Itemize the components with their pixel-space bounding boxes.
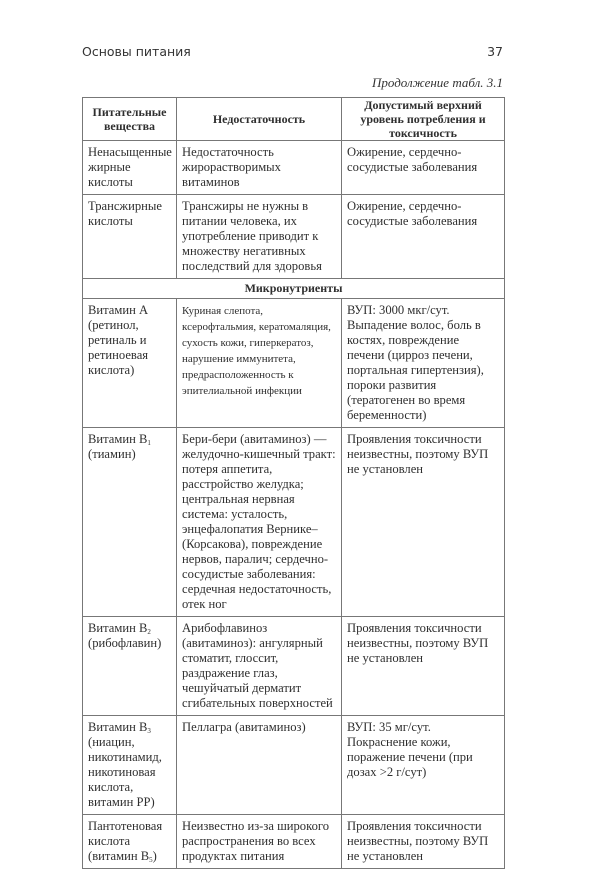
nutrient-subscript: 1	[147, 439, 151, 447]
deficiency-cell: Неизвестно из-за широкого распространения во всех продуктах питания	[177, 815, 342, 869]
nutrient-name: Витамин B	[88, 720, 148, 734]
nutrient-name: Витамин B	[88, 621, 148, 635]
upper-limit-cell: Ожирение, сердечно-сосудистые заболевания	[342, 141, 505, 195]
table-row	[83, 428, 505, 617]
nutrient-subscript: 2	[147, 628, 151, 636]
table-row	[83, 195, 505, 279]
nutrient-name-suffix: (ниацин, никотинамид, никотиновая кислота, витамин PP)	[88, 735, 162, 809]
deficiency-cell: Трансжиры не нужны в питании человека, их употребление приводит к множеству негативных последствий для здоровья	[177, 195, 342, 279]
nutrient-subscript: 5	[149, 856, 153, 864]
column-header-deficiency: Недостаточность	[177, 98, 342, 141]
section-label: Микронутриенты	[83, 279, 505, 299]
nutrient-cell: Ненасыщенные жирные кислоты	[83, 141, 177, 195]
column-header-upper-limit: Допустимый верхний уровень потребления и токсичность	[342, 98, 505, 141]
nutrient-name-suffix: (рибофлавин)	[88, 636, 162, 650]
table-row	[83, 141, 505, 195]
nutrient-name-suffix: (тиамин)	[88, 447, 136, 461]
nutrient-subscript: 3	[147, 727, 151, 735]
table-header-row	[83, 98, 505, 141]
nutrient-cell	[83, 428, 177, 617]
deficiency-text: Куриная слепота, ксерофтальмия, кератомаляция, сухость кожи, гиперкератоз, нарушение иммунитета, предрасположенность к эпителиальной инфекции	[182, 305, 331, 397]
running-head-title: Основы питания	[82, 44, 191, 59]
deficiency-cell: Бери-бери (авитаминоз) — желудочно-кишечный тракт: потеря аппетита, расстройство желудка; центральная нервная система: усталость, энцефалопатия Вернике–(Корсакова), повреждение нервов, паралич; сердечно-сосудистые заболевания: сердечная недостаточность, отек ног	[177, 428, 342, 617]
nutrient-cell: Трансжирные кислоты	[83, 195, 177, 279]
nutrient-table	[82, 97, 505, 869]
upper-limit-cell: Проявления токсичности неизвестны, поэтому ВУП не установлен	[342, 815, 505, 869]
upper-limit-cell: Проявления токсичности неизвестны, поэтому ВУП не установлен	[342, 428, 505, 617]
column-header-nutrients: Питательные вещества	[83, 98, 177, 141]
upper-limit-cell: ВУП: 35 мг/сут. Покраснение кожи, поражение печени (при дозах >2 г/сут)	[342, 716, 505, 815]
upper-limit-cell: Ожирение, сердечно-сосудистые заболевания	[342, 195, 505, 279]
nutrient-cell: Витамин A (ретинол, ретиналь и ретиноевая кислота)	[83, 299, 177, 428]
nutrient-name: Пантотеновая кислота (витамин B	[88, 819, 163, 863]
upper-limit-cell: Проявления токсичности неизвестны, поэтому ВУП не установлен	[342, 617, 505, 716]
deficiency-cell: Пеллагра (авитаминоз)	[177, 716, 342, 815]
nutrient-name: Витамин B	[88, 432, 148, 446]
nutrient-cell	[83, 617, 177, 716]
nutrient-cell	[83, 815, 177, 869]
deficiency-cell	[177, 299, 342, 428]
nutrient-name-suffix: )	[152, 849, 157, 863]
table-row	[83, 299, 505, 428]
upper-limit-cell: ВУП: 3000 мкг/сут. Выпадение волос, боль в костях, повреждение печени (цирроз печени, портальная гипертензия), пороки развития (тератогенен во время беременности)	[342, 299, 505, 428]
section-row-micronutrients	[83, 279, 505, 299]
table-continuation-label: Продолжение табл. 3.1	[372, 75, 503, 90]
table-row	[83, 617, 505, 716]
table-row	[83, 815, 505, 869]
page-number: 37	[487, 44, 503, 59]
table-row	[83, 716, 505, 815]
nutrient-cell	[83, 716, 177, 815]
deficiency-cell: Арибофлавиноз (авитаминоз): ангулярный стоматит, глоссит, раздражение глаз, чешуйчатый дерматит сгибательных поверхностей	[177, 617, 342, 716]
deficiency-cell: Недостаточность жирорастворимых витаминов	[177, 141, 342, 195]
